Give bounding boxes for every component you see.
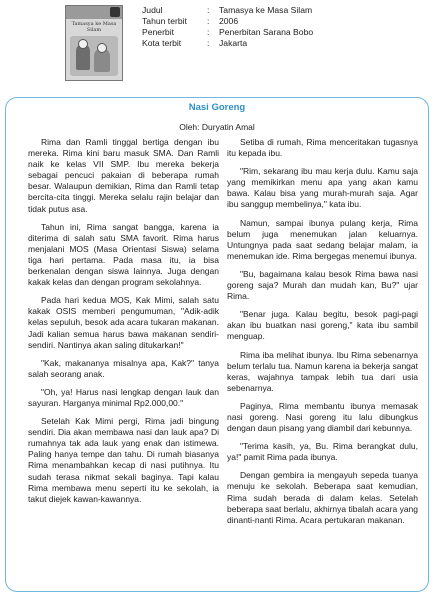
cover-title: Tamasya ke Masa Silam (71, 21, 117, 33)
book-info-label: Judul (142, 5, 163, 15)
book-info-value: 2006 (219, 16, 239, 26)
cover-figure-head-right (97, 43, 107, 53)
book-info-row (142, 16, 313, 27)
story-paragraph: Setiba di rumah, Rima menceritakan tugasnya itu kepada ibu. (227, 137, 418, 159)
story-paragraph: Paginya, Rima membantu ibunya memasak nasi goreng. Nasi goreng itu lalu dibungkus dengan daun pisang yang diambil dari kebunnya. (227, 400, 418, 434)
story-column-left (28, 137, 219, 512)
story-paragraph: "Rim, sekarang ibu mau kerja dulu. Kamu saja yang memikirkan menu apa yang akan kamu bawa. Kalau bisa yang murah-murah saja. Agar ibu sanggup membelinya," kata ibu. (227, 166, 418, 210)
story-paragraph: "Kak, makananya misalnya apa, Kak?" tanya salah seorang anak. (28, 357, 219, 379)
story-paragraph: Rima iba melihat ibunya. Ibu Rima sebenarnya belum terlalu tua. Namun karena ia bekerja sangat keras, wajahnya tampak lebih tua dari usia sebenarnya. (227, 349, 418, 393)
story-paragraph: "Benar juga. Kalau begitu, besok pagi-pagi akan ibu buatkan nasi goreng," kata ibu sambil menguap. (227, 309, 418, 342)
story-paragraph: Rima dan Ramli tinggal bertiga dengan ibu mereka. Rima kini baru masuk SMA. Dan Ramli naik ke kelas VII SMP. Ibu mereka bekerja sebagai pencuci pakaian di beberapa rumah besar. Walaupun demikian, Rima dan Ramli tetap bercita-cita tinggi. Mereka selalu rajin belajar dan tidak putus asa. (28, 137, 219, 214)
book-info-value: Penerbitan Sarana Bobo (219, 27, 314, 37)
story-paragraph: "Oh, ya! Harus nasi lengkap dengan lauk dan sayuran. Harganya minimal Rp2.000,00." (28, 386, 219, 408)
book-info-value: Jakarta (219, 38, 248, 48)
story-paragraph: Setelah Kak Mimi pergi, Rima jadi bingung sendiri. Dia akan membawa nasi dan lauk apa? Di rumahnya tak ada lauk yang enak dan istimewa. Paling hanya tempe dan tahu. Di rumah biasanya Rima menambahkan kecap di nasi putihnya. Itu sudah terasa nikmat sekali baginya. Tapi kalau Rima membawa menu seperti itu ke sekolah, ia takut diejek kawan-kawannya. (28, 416, 219, 504)
book-info-colon: : (207, 16, 210, 26)
book-cover-image (65, 5, 123, 81)
book-info-label: Kota terbit (142, 38, 182, 48)
story-title: Nasi Goreng (188, 102, 246, 113)
story-paragraph: "Bu, bagaimana kalau besok Rima bawa nasi goreng saja? Murah dan mudah kan, Bu?" ujar Rima. (227, 268, 418, 302)
book-info-value: Tamasya ke Masa Silam (219, 5, 313, 15)
story-column-right (227, 137, 418, 533)
story-paragraph: Tahun ini, Rima sangat bangga, karena ia diterima di salah satu SMA favorit. Rima harus menjalani MOS (Masa Orientasi Siswa) selama tiga hari pertama. Pada masa itu, ia bisa berkenalan dengan siswa lainnya. Juga dengan kakak kelas dan dengan program sekolahnya. (28, 221, 219, 288)
book-info-colon: : (207, 5, 210, 15)
cover-figure-head-left (78, 39, 88, 49)
book-info-colon: : (207, 27, 210, 37)
book-info-label: Penerbit (142, 27, 175, 37)
book-info-colon: : (207, 38, 210, 48)
book-info-row (142, 38, 313, 49)
story-paragraph: Namun, sampai ibunya pulang kerja, Rima belum juga menemukan jalan keluarnya. Untungnya pada saat sedang belajar malam, ia menemukan ide. Rima bergegas menemui ibunya. (227, 217, 418, 261)
story-paragraph: Dengan gembira ia mengayuh sepeda tuanya menuju ke sekolah. Beberapa saat kemudian, Rima sudah berada di dalam kelas. Setelah beberapa saat berlalu, akhirnya tibalah acara yang dinanti-nanti Rima. Acara pertukaran makanan. (227, 470, 418, 525)
book-info-label: Tahun terbit (142, 16, 187, 26)
cover-badge (110, 7, 120, 17)
book-info-row (142, 27, 313, 38)
story-paragraph: Pada hari kedua MOS, Kak Mimi, salah satu kakak OSIS memberi pengumuman, "Adik-adik kelas sepuluh, besok ada acara tukaran makanan. Jadi kalian semua harus bawa makanan sendiri-sendiri. Nantinya akan saling ditukarkan!" (28, 295, 219, 350)
story-author: Oleh: Duryatin Amal (179, 122, 255, 132)
story-box (5, 97, 429, 592)
book-info-table (142, 5, 313, 49)
book-info-row (142, 5, 313, 16)
story-paragraph: "Terima kasih, ya, Bu. Rima berangkat dulu, ya!" pamit Rima pada ibunya. (227, 441, 418, 463)
